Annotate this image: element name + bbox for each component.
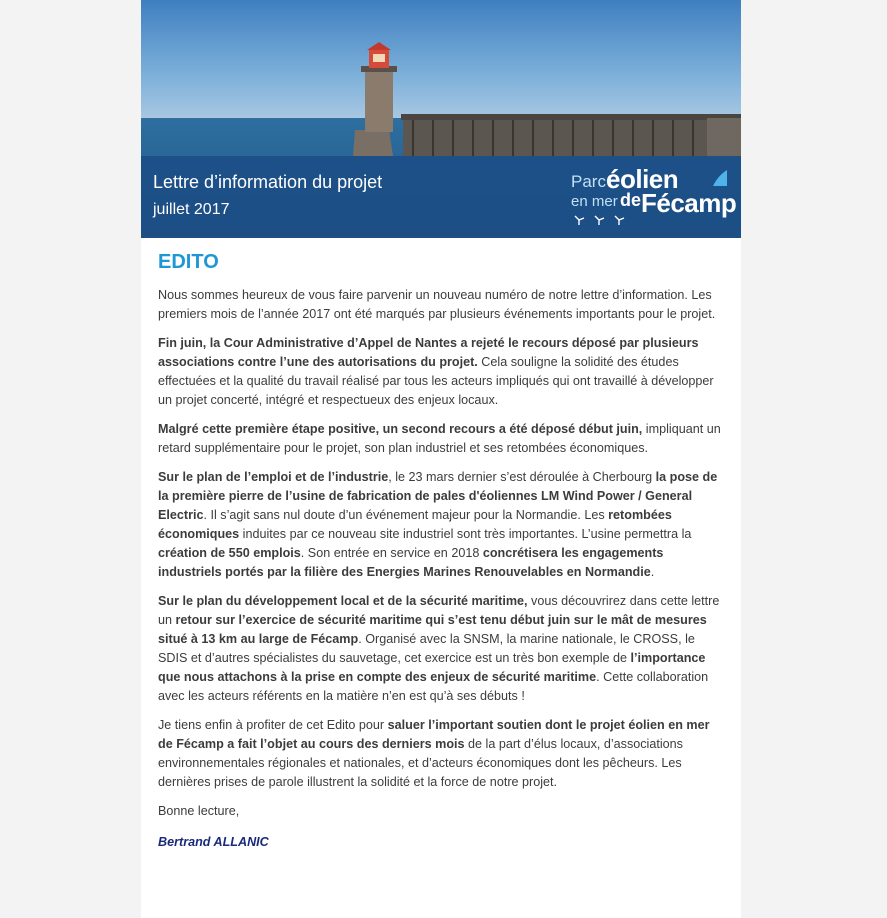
edito-paragraph-recours <box>158 334 724 410</box>
wind-turbine-icon <box>571 214 631 226</box>
text-run: , le 23 mars dernier s’est déroulée à Cherbourg <box>388 470 656 484</box>
edito-signature: Bertrand ALLANIC <box>158 835 269 849</box>
text-run: . Son entrée en service en 2018 <box>300 546 483 560</box>
logo-eolien: éolien <box>606 164 679 194</box>
edito-paragraph-soutien <box>158 716 724 792</box>
edito-heading: EDITO <box>158 251 219 273</box>
bold-text-run: Fin juin, la Cour Administrative d’Appel de Nantes a rejeté le recours déposé par plusieurs associations contre l’une des autorisations du projet. <box>158 336 699 369</box>
newsletter-title: Lettre d’information du projet <box>153 172 383 192</box>
edito-intro-paragraph: Nous sommes heureux de vous faire parvenir un nouveau numéro de notre lettre d’information. Les premiers mois de l’année 2017 ont été marqués par plusieurs événements importants pour le projet. <box>158 288 716 321</box>
text-run: de la part d’élus locaux, d’associations environnementales régionales et nationales, et d’acteurs économiques dont les pêcheurs. Les dernières prises de parole illustrent la solidité et la force de notre projet. <box>158 737 683 789</box>
bold-text-run: création de 550 emplois <box>158 546 301 560</box>
bold-text-run: Sur le plan de l’emploi et de l’industrie <box>158 470 389 484</box>
newsletter-date: juillet 2017 <box>153 201 230 218</box>
text-run: . Organisé avec la SNSM, la marine nationale, le CROSS, le SDIS et d’autres spécialistes du sauvetage, cet exercice est un très bon exemple de <box>158 632 695 665</box>
edito-closing: Bonne lecture, <box>158 804 240 818</box>
text-run: Cela souligne la solidité des études effectuées et la qualité du travail réalisé par tous les acteurs impliqués qui ont travaillé à développer un projet concerté, intégré et respectueux des enjeux locaux. <box>158 355 714 407</box>
logo-parc: Parc <box>571 172 606 191</box>
edito-paragraph-second-recours <box>158 420 724 458</box>
bold-text-run: la pose de la première pierre de l’usine de fabrication de pales d'éoliennes LM Wind Power / General Electric <box>158 470 718 522</box>
bold-text-run: Malgré cette première étape positive, un second recours a été déposé début juin, <box>158 422 643 436</box>
text-run: . <box>650 565 655 579</box>
parc-eolien-fecamp-logo <box>571 164 737 230</box>
bold-text-run: concrétisera les engagements industriels portés par la filière des Energies Marines Renouvelables en Normandie <box>158 546 664 579</box>
edito-paragraph-securite <box>158 592 724 706</box>
bold-text-run: l’importance que nous attachons à la prise en compte des enjeux de sécurité maritime <box>158 651 706 684</box>
text-run: . Il s’agit sans nul doute d’un événement majeur pour la Normandie. Les <box>203 508 609 522</box>
bold-text-run: retombées économiques <box>158 508 672 541</box>
text-run: Je tiens enfin à profiter de cet Edito pour <box>158 718 388 732</box>
logo-en-mer: en mer <box>571 193 618 210</box>
newsletter-page <box>141 0 741 918</box>
text-run: vous découvrirez dans cette lettre un <box>158 594 720 627</box>
bold-text-run: Sur le plan du développement local et de la sécurité maritime, <box>158 594 528 608</box>
bold-text-run: saluer l’important soutien dont le projet éolien en mer de Fécamp a fait l’objet au cours des derniers mois <box>158 718 710 751</box>
text-run: induites par ce nouveau site industriel sont très importantes. L’usine permettra la <box>239 527 692 541</box>
text-run: impliquant un retard supplémentaire pour le projet, son plan industriel et ses retombées économiques. <box>158 422 721 455</box>
edito-paragraph-emploi <box>158 468 724 582</box>
header-banner <box>141 0 741 238</box>
text-run: . Cette collaboration avec les acteurs référents en la matière n’en est qu’à ses débuts ! <box>158 670 709 703</box>
logo-de: de <box>620 190 642 210</box>
edito-section <box>141 250 741 852</box>
bold-text-run: retour sur l’exercice de sécurité maritime qui s’est tenu début juin sur le mât de mesures situé à 13 km au large de Fécamp <box>158 613 707 646</box>
wave-icon <box>711 168 729 188</box>
logo-fecamp: Fécamp <box>641 188 737 218</box>
